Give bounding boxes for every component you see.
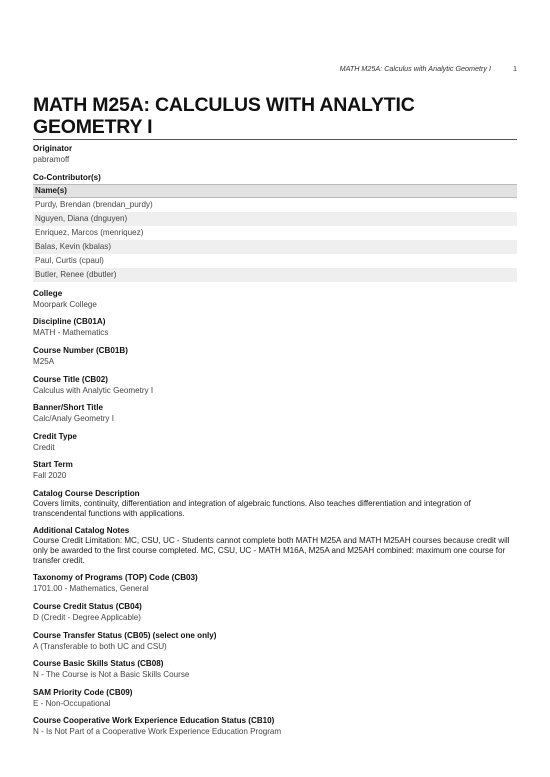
field-label: Course Credit Status (CB04) bbox=[33, 601, 142, 611]
field-value: Calculus with Analytic Geometry I bbox=[33, 385, 154, 395]
co-contributors-table bbox=[33, 184, 517, 282]
page-title: MATH M25A: CALCULUS WITH ANALYTIC GEOMETRY I bbox=[33, 94, 415, 138]
field-label: Course Number (CB01B) bbox=[33, 345, 128, 355]
page-number: 1 bbox=[513, 64, 517, 73]
field-label: Banner/Short Title bbox=[33, 403, 104, 413]
field-label: Course Cooperative Work Experience Education Status (CB10) bbox=[33, 716, 275, 726]
field-value: Course Credit Limitation: MC, CSU, UC - Students cannot complete both MATH M25A and MATH M25AH courses because credit will only be awarded to the first course completed. MC, CSU, UC - MATH M16A, M25A and M25AH combined: maximum one course for transfer credit. bbox=[33, 536, 510, 566]
column-header: Name(s) bbox=[33, 184, 517, 197]
field-label: Co-Contributor(s) bbox=[33, 172, 101, 182]
field-label: Start Term bbox=[33, 460, 73, 470]
field-value: N - The Course is Not a Basic Skills Course bbox=[33, 670, 190, 680]
title-divider bbox=[33, 139, 517, 140]
basic-skills-field bbox=[33, 658, 517, 680]
table-cell: Purdy, Brendan (brendan_purdy) bbox=[35, 199, 153, 209]
table-cell: Enriquez, Marcos (menriquez) bbox=[35, 227, 144, 237]
co-contributors-field bbox=[33, 172, 517, 282]
transfer-status-field bbox=[33, 630, 517, 652]
field-value: Covers limits, continuity, differentiation and integration of algebraic functions. Also teaches differentiation and integration of transcendental functions with applications. bbox=[33, 498, 471, 518]
field-value: Moorpark College bbox=[33, 299, 97, 309]
field-label: Originator bbox=[33, 144, 73, 153]
coop-work-experience-field bbox=[33, 715, 517, 737]
table-cell: Balas, Kevin (kbalas) bbox=[33, 240, 517, 254]
top-code-field bbox=[33, 572, 517, 594]
field-label: Catalog Course Description bbox=[33, 488, 140, 498]
field-label: Additional Catalog Notes bbox=[33, 526, 130, 536]
field-value: Credit bbox=[33, 442, 55, 452]
document-body bbox=[33, 94, 517, 744]
field-value: MATH - Mathematics bbox=[33, 328, 109, 338]
sam-priority-field bbox=[33, 687, 517, 709]
table-header-row bbox=[33, 184, 517, 197]
field-value: D (Credit - Degree Applicable) bbox=[33, 612, 141, 622]
credit-status-field bbox=[33, 601, 517, 623]
discipline-field bbox=[33, 316, 517, 338]
field-label: Discipline (CB01A) bbox=[33, 317, 106, 327]
table-row bbox=[33, 197, 517, 212]
table-row bbox=[33, 240, 517, 254]
originator-field bbox=[33, 143, 517, 165]
start-term-field bbox=[33, 459, 517, 481]
table-cell: Paul, Curtis (cpaul) bbox=[35, 255, 104, 265]
field-value: E - Non-Occupational bbox=[33, 698, 111, 708]
field-label: Credit Type bbox=[33, 431, 77, 441]
field-label: Course Transfer Status (CB05) (select one only) bbox=[33, 630, 217, 640]
college-field bbox=[33, 288, 517, 310]
field-label: Course Basic Skills Status (CB08) bbox=[33, 659, 164, 669]
field-value: M25A bbox=[33, 356, 55, 366]
table-cell: Butler, Renee (dbutler) bbox=[33, 268, 517, 282]
page-header bbox=[33, 64, 517, 76]
field-label: College bbox=[33, 288, 63, 298]
catalog-description-field bbox=[33, 488, 517, 519]
short-title-field bbox=[33, 402, 517, 424]
running-title: MATH M25A: Calculus with Analytic Geometry I bbox=[339, 64, 491, 73]
field-label: Taxonomy of Programs (TOP) Code (CB03) bbox=[33, 573, 198, 583]
table-cell: Nguyen, Diana (dnguyen) bbox=[33, 212, 517, 226]
table-row bbox=[33, 212, 517, 226]
field-value: 1701.00 - Mathematics, General bbox=[33, 584, 149, 594]
table-row bbox=[33, 254, 517, 268]
course-title-field bbox=[33, 374, 517, 396]
field-label: Course Title (CB02) bbox=[33, 374, 108, 384]
credit-type-field bbox=[33, 431, 517, 453]
table-row bbox=[33, 268, 517, 282]
field-value: A (Transferable to both UC and CSU) bbox=[33, 641, 167, 651]
field-value: Calc/Analy Geometry I bbox=[33, 414, 114, 424]
field-value: N - Is Not Part of a Cooperative Work Experience Education Program bbox=[33, 727, 282, 737]
table-row bbox=[33, 226, 517, 240]
course-number-field bbox=[33, 345, 517, 367]
catalog-notes-field bbox=[33, 525, 517, 566]
field-label: SAM Priority Code (CB09) bbox=[33, 687, 133, 697]
field-value: pabramoff bbox=[33, 155, 70, 164]
field-value: Fall 2020 bbox=[33, 471, 67, 481]
